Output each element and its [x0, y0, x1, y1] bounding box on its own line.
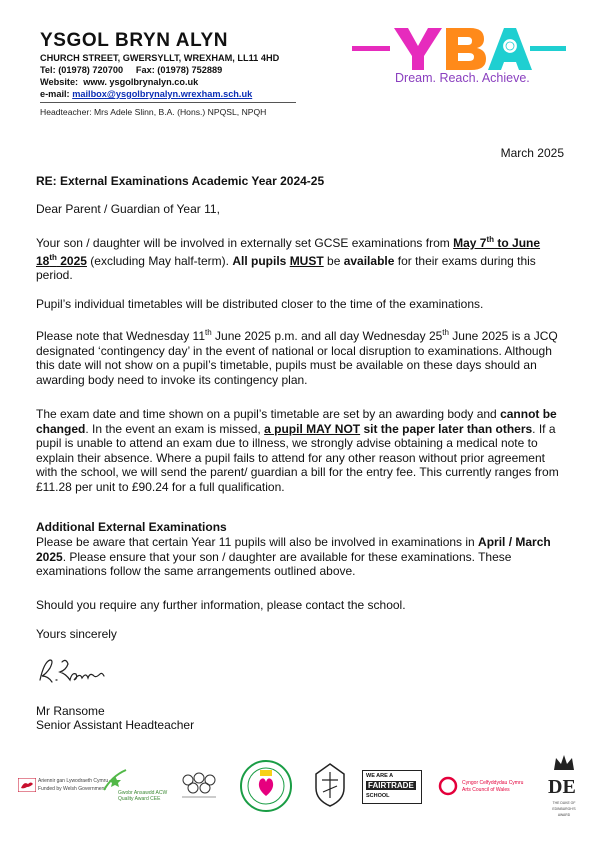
shield-logo — [314, 762, 346, 808]
logo-letter-b — [446, 28, 486, 70]
footer-logos — [18, 748, 584, 824]
paragraph-missed-exams: The exam date and time shown on a pupil’s timetable are set by an awarding body and cannot be changed. In the event an exam is missed, a pupil MAY NOT sit the paper later than others. If a pupil is unable to attend an exam due to illness, we strongly advise obtaining a medical note to explain their absence. Where a pupil fails to attend for any other reason without prior agreement with the school, we will send the parent/ guardian a bill for the entry fee. This currently ranges from £11.28 per unit to £90.24 for a full qualification. — [36, 407, 559, 494]
letter-subject: RE: External Examinations Academic Year 2024-25 — [36, 174, 325, 188]
closing: Yours sincerely — [36, 627, 117, 641]
contact-phone-line — [40, 64, 222, 76]
star-swoosh-icon — [102, 768, 128, 792]
welsh-dragon-icon — [18, 778, 36, 792]
signer-name: Mr Ransome — [36, 704, 105, 718]
website: www. ysgolbrynalyn.co.uk — [83, 77, 199, 87]
welsh-government-logo: Ariennir gan Lywodraeth Cymru Funded by Welsh Government — [18, 774, 84, 802]
signature-image — [36, 654, 108, 688]
logo-tagline: Dream. Reach. Achieve. — [395, 71, 530, 85]
email-link[interactable]: mailbox@ysgolbrynalyn.wrexham.sch.uk — [72, 89, 253, 99]
letterhead-divider — [40, 102, 296, 103]
logo-bar-left — [352, 46, 390, 51]
arts-council-wales-logo: Cyngor Celfyddydau Cymru Arts Council of Wales — [438, 776, 534, 800]
website-line: Website: www. ysgolbrynalyn.co.uk — [40, 77, 199, 87]
school-address: CHURCH STREET, GWERSYLLT, WREXHAM, LL11 4HD — [40, 53, 280, 63]
headteacher-line: Headteacher: Mrs Adele Slinn, B.A. (Hons.) NPQSL, NPQH — [40, 107, 267, 117]
signer-title: Senior Assistant Headteacher — [36, 718, 195, 732]
paragraph-timetables: Pupil’s individual timetables will be distributed closer to the time of the examinations. — [36, 297, 484, 311]
additional-exams-heading: Additional External Examinations — [36, 520, 227, 534]
tel: Tel: (01978) 720700 — [40, 65, 124, 75]
quality-award-logo: Gwobr Ansawdd ACW Quality Award CEE — [98, 768, 158, 808]
letter-date: March 2025 — [500, 146, 564, 160]
school-name: YSGOL BRYN ALYN — [40, 30, 229, 51]
crest-icon — [503, 39, 518, 54]
email-line: e-mail: mailbox@ysgolbrynalyn.wrexham.sch.uk — [40, 89, 253, 99]
paragraph-exam-dates: Your son / daughter will be involved in externally set GCSE examinations from May 7th to June 18th 2025 (excluding May half-term). All pupils MUST be available for their exams during this period. — [36, 235, 541, 283]
fairtrade-school-logo: WE ARE A FAIRTRADE SCHOOL — [362, 770, 422, 804]
crown-icon — [552, 752, 576, 774]
paragraph-additional-exams: Please be aware that certain Year 11 pupils will also be involved in examinations in April / March 2025. Please ensure that your son / daughter are available for these examinations. These examinations follow the same arrangements outlined above. — [36, 535, 551, 579]
duke-of-edinburgh-logo: DE THE DUKE OF EDINBURGH'S AWARD — [546, 752, 582, 818]
paragraph-contingency: Please note that Wednesday 11th June 2025 p.m. and all day Wednesday 25th June 2025 is a JCQ designated ‘contingency day’ in the event of national or local disruption to examinations. Although this date will not show on a pupil’s timetable, pupils must be available on these days should an awarding body need to invoke its contingency plan. — [36, 328, 558, 387]
paragraph-contact: Should you require any further information, please contact the school. — [36, 598, 406, 612]
leaves-logo — [178, 770, 220, 800]
healthy-schools-badge — [240, 758, 292, 814]
arts-council-ring-icon — [438, 776, 458, 796]
logo-bar-right — [530, 46, 566, 51]
salutation: Dear Parent / Guardian of Year 11, — [36, 202, 220, 216]
logo-letter-y — [394, 28, 442, 70]
fax: Fax: (01978) 752889 — [135, 65, 223, 75]
